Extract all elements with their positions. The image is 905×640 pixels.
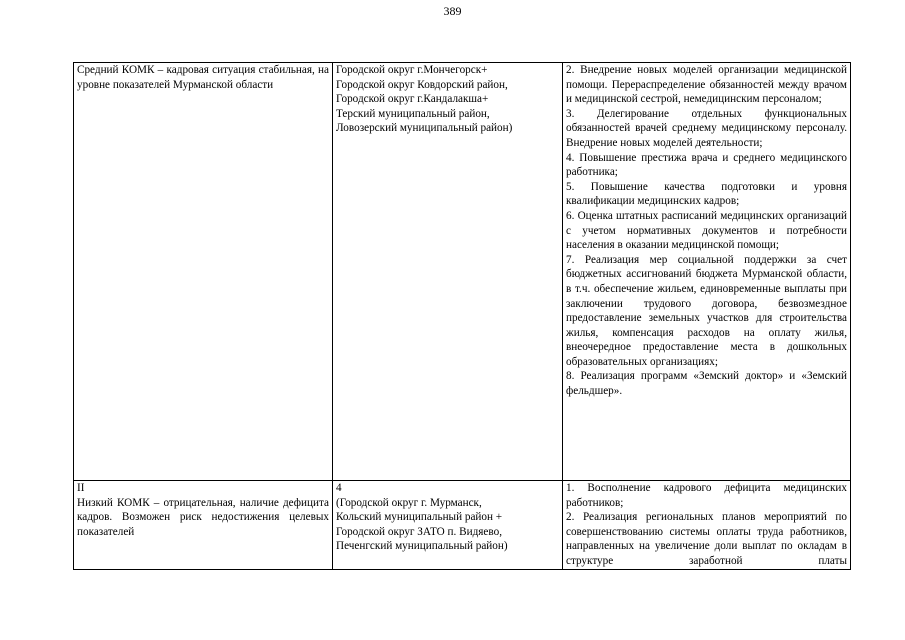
level-cell [74, 63, 333, 481]
table-row [74, 63, 851, 481]
measures-cell [563, 481, 851, 570]
municipality-line: (Городской округ г. Мурманск, [336, 496, 482, 509]
municipality-line: Ловозерский муниципальный район) [336, 122, 513, 135]
municipalities-cell [333, 481, 563, 570]
document-table [73, 62, 851, 570]
measure-item: 5. Повышение качества подготовки и уровня квалификации медицинских кадров; [566, 180, 847, 208]
table-row [74, 481, 851, 570]
level-description: Низкий КОМК – отрицательная, наличие дефицита кадров. Возможен риск недостижения целевых показателей [77, 496, 329, 538]
municipality-line: Городской округ г.Кандалакша+ [336, 93, 489, 106]
municipality-line: Терский муниципальный район, [336, 107, 490, 120]
measure-item: 4. Повышение престижа врача и среднего медицинского работника; [566, 151, 847, 179]
municipalities-cell [333, 63, 563, 481]
level-roman: II [77, 482, 85, 494]
measure-item: 2. Реализация региональных планов мероприятий по совершенствованию системы оплаты труда работников, направленных на увеличение доли выплат по окладам в структуре заработной платы [566, 511, 847, 567]
measures-cell [563, 63, 851, 481]
level-description: Средний КОМК – кадровая ситуация стабильная, на уровне показателей Мурманской области [77, 64, 329, 91]
municipality-line: Городской округ г.Мончегорск+ [336, 64, 488, 76]
measure-item: 6. Оценка штатных расписаний медицинских организаций с учетом нормативных документов и потребности населения в оказании медицинской помощи; [566, 209, 847, 252]
municipality-line: Городской округ Ковдорский район, [336, 78, 508, 91]
measure-item: 8. Реализация программ «Земский доктор» и «Земский фельдшер». [566, 370, 847, 398]
municipality-count: 4 [336, 482, 342, 494]
municipality-line: Кольский муниципальный район + [336, 511, 503, 524]
measure-item: 3. Делегирование отдельных функциональных обязанностей врачей среднему медицинскому персоналу. Внедрение новых моделей деятельности; [566, 107, 847, 149]
measure-item: 7. Реализация мер социальной поддержки за счет бюджетных ассигнований бюджета Мурманской области, в т.ч. обеспечение жильем, единовременные выплаты при заключении трудового договора, безвозмездное предоставление земельных участков для строительства жилья, компенсация расходов на оплату жилья, внеочередное предоставление места в дошкольных образовательных организациях; [566, 253, 847, 368]
municipality-line: Городской округ ЗАТО п. Видяево, [336, 525, 502, 538]
municipality-line: Печенгский муниципальный район) [336, 540, 508, 553]
measure-item: 2. Внедрение новых моделей организации медицинской помощи. Перераспределение обязанностей между врачом и медицинской сестрой, немедицинским персоналом; [566, 64, 847, 106]
level-cell [74, 481, 333, 570]
measure-item: 1. Восполнение кадрового дефицита медицинских работников; [566, 482, 847, 509]
page-number: 389 [443, 4, 462, 18]
